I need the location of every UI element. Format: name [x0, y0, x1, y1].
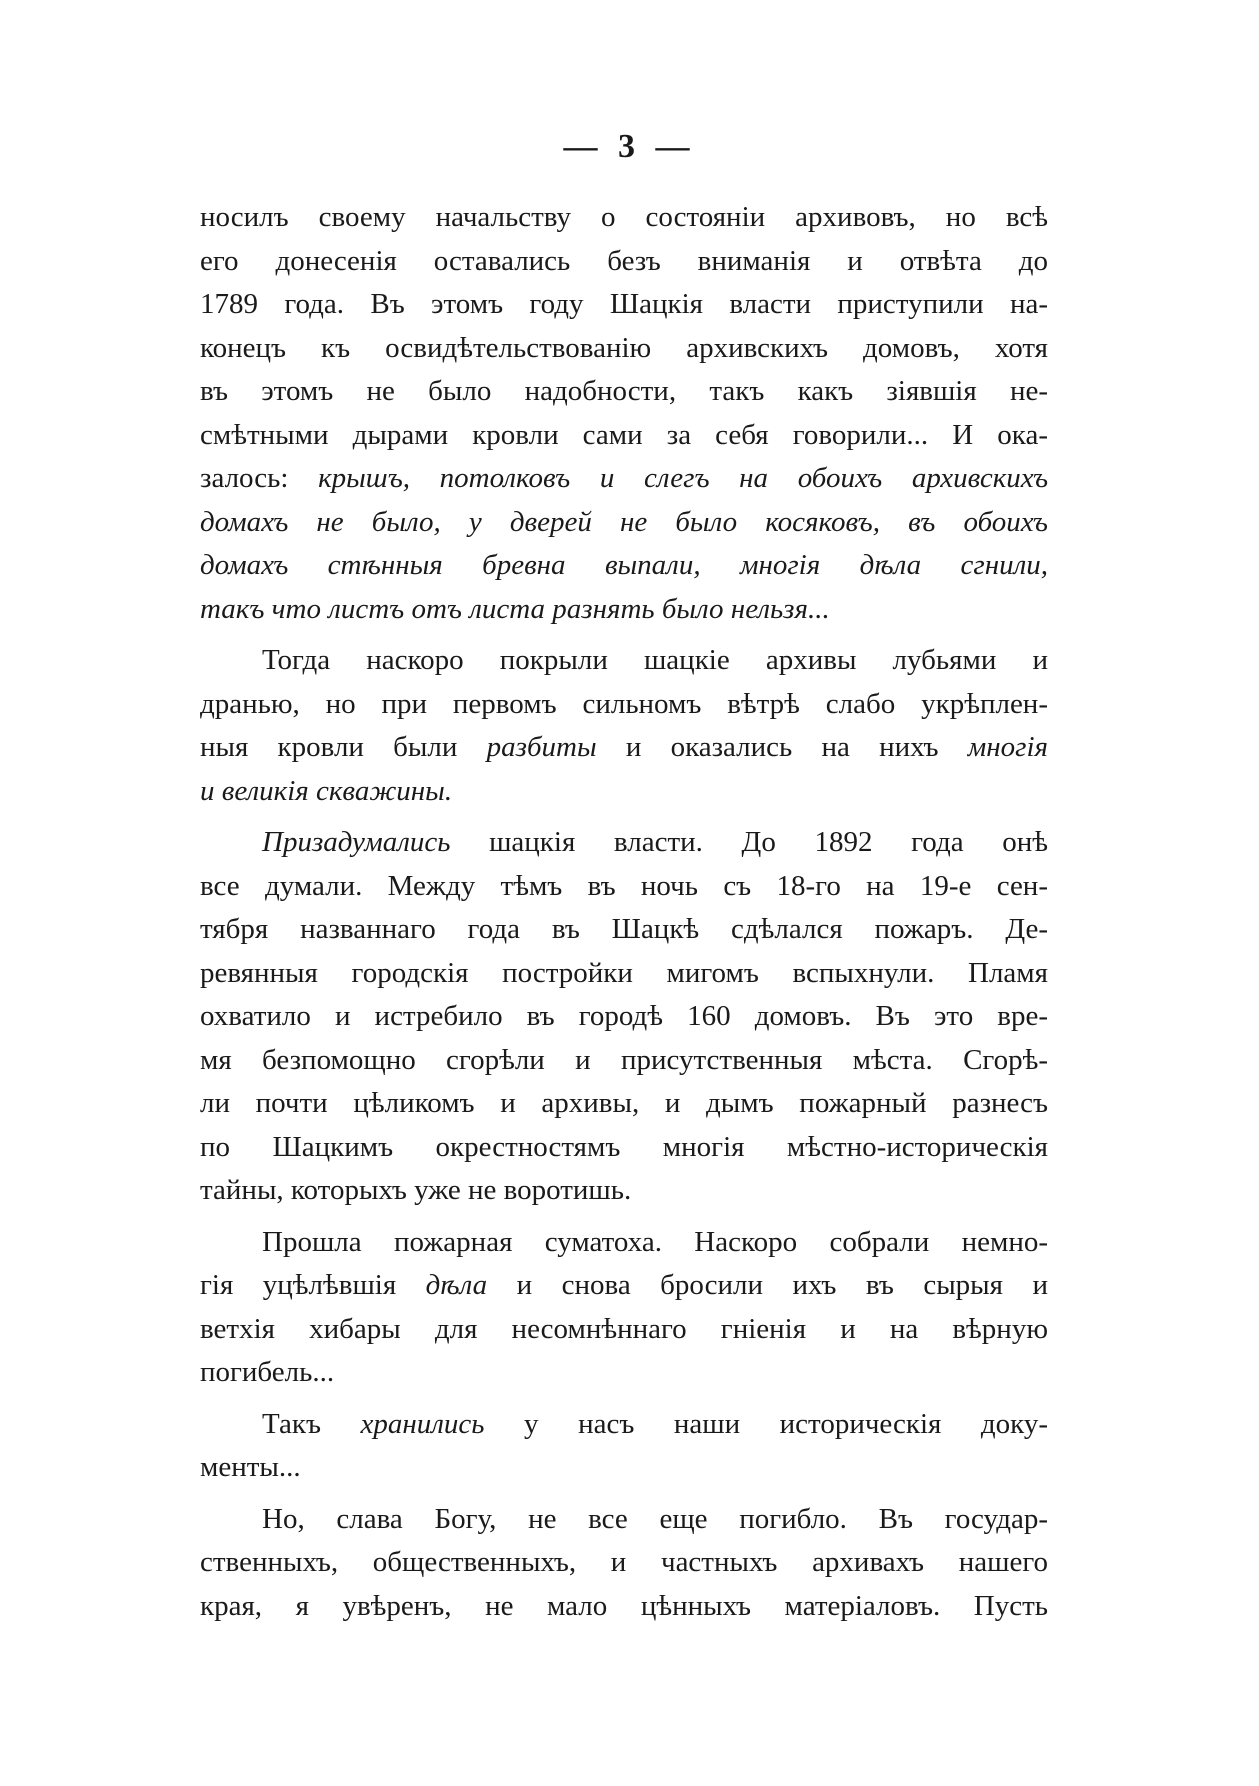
text-line	[200, 414, 1048, 458]
paragraph	[200, 196, 1048, 631]
paragraph-gap	[200, 1213, 1048, 1221]
italic-text: домахъ стѣнныя бревна выпали, многія дѣла сгнили,	[200, 549, 1048, 581]
text-run: Тогда наскоро покрыли шацкіе архивы лубьями и	[262, 644, 1048, 676]
text-run: погибель...	[200, 1356, 335, 1388]
italic-text: такъ что листъ отъ листа разнять было нельзя...	[200, 592, 830, 625]
text-run: 1789 года. Въ этомъ году Шацкія власти приступили на-	[200, 288, 1048, 320]
text-line	[200, 1351, 1048, 1395]
paragraph	[200, 821, 1048, 1213]
text-line	[200, 283, 1048, 327]
text-run: ственныхъ, общественныхъ, и частныхъ архивахъ нашего	[200, 1546, 1048, 1578]
text-run: все думали. Между тѣмъ въ ночь съ 18-го на 19-е сен-	[200, 869, 1048, 902]
italic-text: крышъ, потолковъ и слегъ на обоихъ архивскихъ	[318, 462, 1048, 494]
text-run: залось:	[200, 462, 319, 494]
text-run: и оказались на нихъ	[596, 731, 968, 763]
text-run: Но, слава Богу, не все еще погибло. Въ государ-	[262, 1502, 1048, 1535]
italic-text: дѣла	[425, 1269, 488, 1301]
italic-text: и великія скважины.	[200, 774, 453, 807]
text-run: ветхія хибары для несомнѣннаго гніенія и на вѣрную	[200, 1312, 1048, 1345]
text-run: шацкія власти. До 1892 года онѣ	[450, 826, 1048, 858]
text-line	[200, 196, 1048, 240]
text-line	[200, 908, 1048, 952]
text-run: дранью, но при первомъ сильномъ вѣтрѣ слабо укрѣплен-	[200, 687, 1048, 720]
italic-text: хранились	[360, 1407, 485, 1440]
body-text	[200, 196, 1048, 1628]
text-line	[200, 1126, 1048, 1170]
text-run: тайны, которыхъ уже не воротишь.	[200, 1174, 632, 1206]
text-run: смѣтными дырами кровли сами за себя говорили... И ока-	[200, 418, 1048, 451]
text-line	[200, 327, 1048, 371]
italic-text: разбиты	[486, 731, 597, 763]
text-line	[200, 952, 1048, 996]
text-line	[200, 995, 1048, 1039]
text-run: у насъ наши историческія доку-	[484, 1407, 1049, 1440]
text-run: мя безпомощно сгорѣли и присутственныя мѣста. Сгорѣ-	[200, 1043, 1048, 1076]
text-line	[200, 1585, 1048, 1629]
text-line	[200, 501, 1048, 545]
text-run: ли почти цѣликомъ и архивы, и дымъ пожарный разнесъ	[200, 1087, 1048, 1119]
text-line	[200, 726, 1048, 770]
text-run: охватило и истребило въ городѣ 160 домовъ. Въ это вре-	[200, 1000, 1048, 1032]
paragraph	[200, 1498, 1048, 1629]
text-run: по Шацкимъ окрестностямъ многія мѣстно-историческія	[200, 1130, 1048, 1163]
text-run: Такъ	[262, 1407, 361, 1440]
paragraph-gap	[200, 813, 1048, 821]
text-run: носилъ своему начальству о состояніи архивовъ, но всѣ	[200, 201, 1048, 233]
paragraph-gap	[200, 1490, 1048, 1498]
text-line	[200, 683, 1048, 727]
page-number: — 3 —	[563, 128, 696, 165]
text-line	[200, 865, 1048, 909]
text-run: и снова бросили ихъ въ сырыя и	[487, 1269, 1048, 1301]
text-run: ныя кровли были	[200, 731, 487, 763]
text-line	[200, 639, 1048, 683]
text-run: края, я увѣренъ, не мало цѣнныхъ матеріаловъ. Пусть	[200, 1589, 1048, 1622]
text-line	[200, 240, 1048, 284]
paragraph	[200, 639, 1048, 813]
text-line	[200, 1082, 1048, 1126]
text-run: Прошла пожарная суматоха. Наскоро собрали немно-	[262, 1225, 1048, 1258]
text-line	[200, 1039, 1048, 1083]
text-line	[200, 821, 1048, 865]
italic-text: домахъ не было, у дверей не было косяковъ, въ обоихъ	[200, 505, 1048, 538]
paragraph-gap	[200, 631, 1048, 639]
text-run: менты...	[200, 1451, 301, 1483]
paragraph	[200, 1403, 1048, 1490]
text-line	[200, 370, 1048, 414]
text-line	[200, 1403, 1048, 1447]
text-line	[200, 588, 1048, 632]
text-run: ревянныя городскія постройки мигомъ вспыхнули. Пламя	[200, 956, 1048, 989]
text-run: гія уцѣлѣвшія	[200, 1269, 426, 1301]
text-line	[200, 1221, 1048, 1265]
italic-text: многія	[967, 731, 1048, 763]
text-line	[200, 1264, 1048, 1308]
text-line	[200, 1541, 1048, 1585]
paragraph-gap	[200, 1395, 1048, 1403]
text-run: тября названнаго года въ Шацкѣ сдѣлался пожаръ. Де-	[200, 913, 1048, 945]
text-line	[200, 1498, 1048, 1542]
paragraph	[200, 1221, 1048, 1395]
text-line	[200, 1446, 1048, 1490]
text-run: конецъ къ освидѣтельствованію архивскихъ домовъ, хотя	[200, 331, 1048, 364]
text-line	[200, 457, 1048, 501]
text-run: его донесенія оставались безъ вниманія и отвѣта до	[200, 244, 1048, 277]
text-line	[200, 770, 1048, 814]
text-line	[200, 1169, 1048, 1213]
italic-text: Призадумались	[262, 826, 451, 858]
text-line	[200, 544, 1048, 588]
text-run: въ этомъ не было надобности, такъ какъ зіявшія не-	[200, 375, 1048, 407]
text-line	[200, 1308, 1048, 1352]
